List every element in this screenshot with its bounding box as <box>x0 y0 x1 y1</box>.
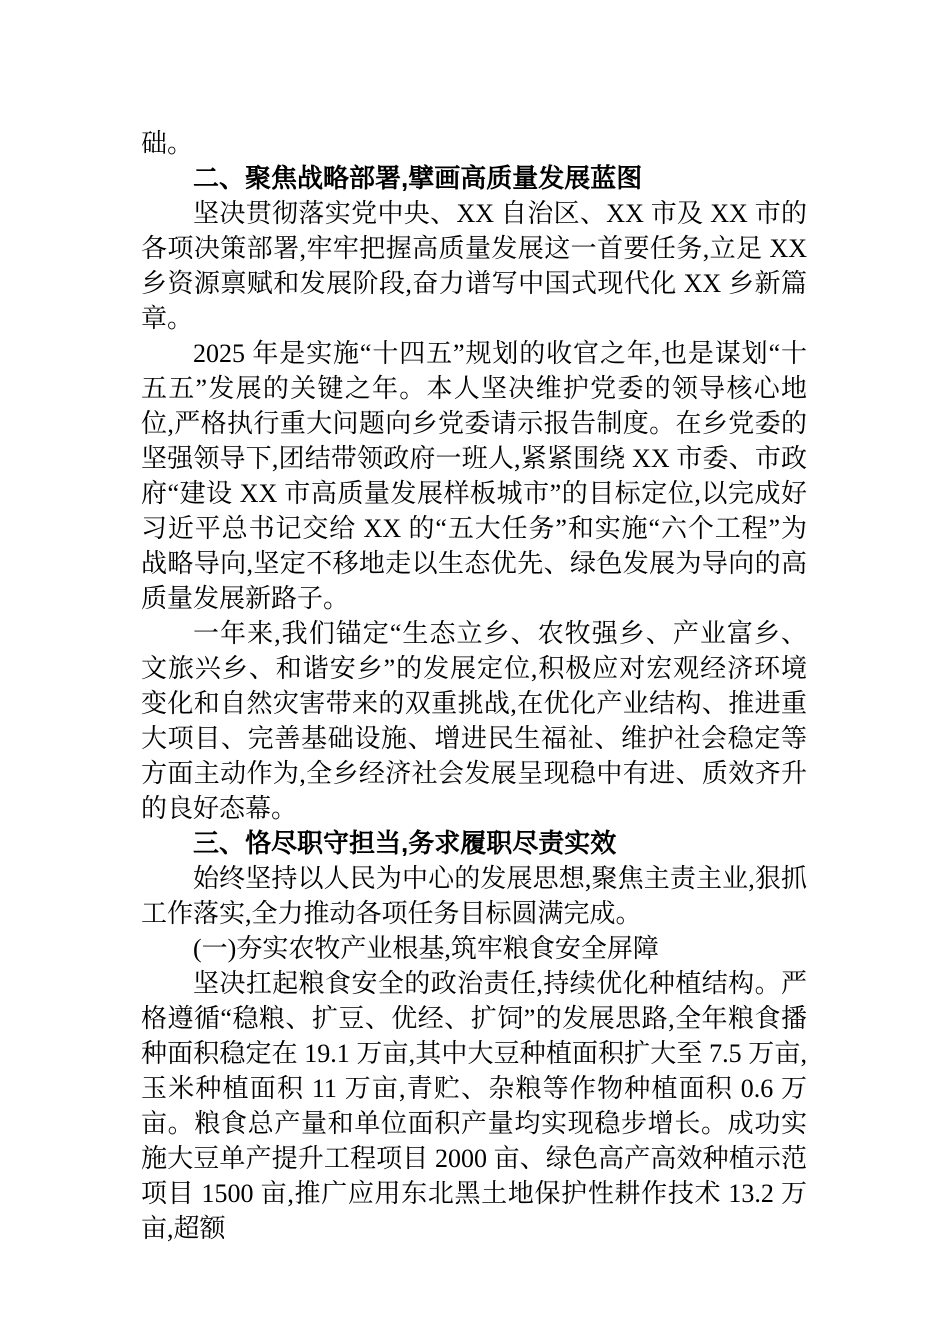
document-content <box>141 126 807 1246</box>
heading-section-three: 三、恪尽职守担当,务求履职尽责实效 <box>193 828 617 858</box>
heading-section-two: 二、聚焦战略部署,擘画高质量发展蓝图 <box>193 163 643 193</box>
para-grain-security: 坚决扛起粮食安全的政治责任,持续优化种植结构。严格遵循“稳粮、扩豆、优经、扩饲”的发展思路,全年粮食播种面积稳定在 19.1 万亩,其中大豆种植面积扩大至 7.5 万亩,玉米种植面积 11 万亩,青贮、杂粮等作物种植面积 0.6 万亩。粮食总产量和单位面积产量均实现稳步增长。成功实施大豆单产提升工程项目 2000 亩、绿色高产高效种植示范项目 1500 亩,推广应用东北黑土地保护性耕作技术 13.2 万亩,超额 <box>141 969 807 1243</box>
para-strategy-commitment: 坚决贯彻落实党中央、XX 自治区、XX 市及 XX 市的各项决策部署,牢牢把握高质量发展这一首要任务,立足 XX 乡资源禀赋和发展阶段,奋力谱写中国式现代化 XX 乡新篇章。 <box>141 199 807 333</box>
para-people-centered: 始终坚持以人民为中心的发展思想,聚焦主责主业,狠抓工作落实,全力推动各项任务目标圆满完成。 <box>141 864 807 928</box>
subheading-agriculture-foundation: (一)夯实农牧产业根基,筑牢粮食安全屏障 <box>193 934 659 963</box>
para-2025-outlook: 2025 年是实施“十四五”规划的收官之年,也是谋划“十五五”发展的关键之年。本人坚决维护党委的领导核心地位,严格执行重大问题向乡党委请示报告制度。在乡党委的坚强领导下,团结带领政府一班人,紧紧围绕 XX 市委、市政府“建设 XX 市高质量发展样板城市”的目标定位,以完成好习近平总书记交给 XX 的“五大任务”和实施“六个工程”为战略导向,坚定不移地走以生态优先、绿色发展为导向的高质量发展新路子。 <box>141 339 807 613</box>
para-year-review: 一年来,我们锚定“生态立乡、农牧强乡、产业富乡、文旅兴乡、和谐安乡”的发展定位,积极应对宏观经济环境变化和自然灾害带来的双重挑战,在优化产业结构、推进重大项目、完善基础设施、增进民生福祉、维护社会稳定等方面主动作为,全乡经济社会发展呈现稳中有进、质效齐升的良好态幕。 <box>141 619 807 823</box>
para-continuation: 础。 <box>141 129 194 158</box>
